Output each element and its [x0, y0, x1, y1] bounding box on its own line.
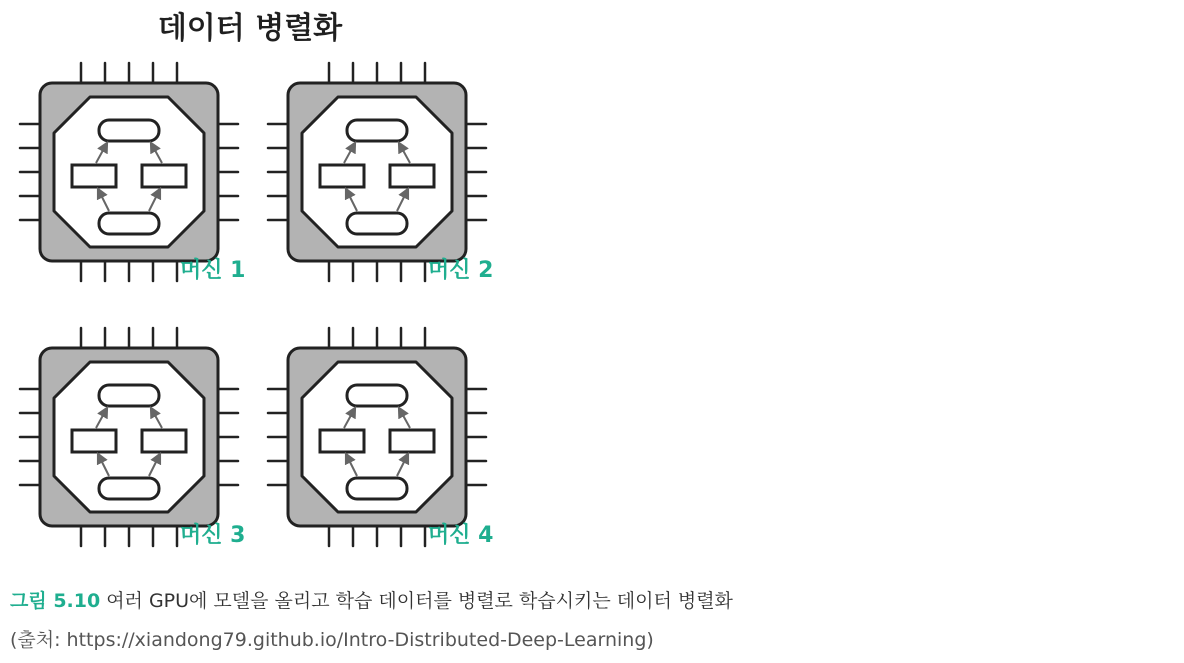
model-node: [72, 430, 116, 452]
figure-source: (출처: https://xiandong79.github.io/Intro-Distributed-Deep-Learning): [10, 629, 654, 651]
machine-label: 머신 4: [428, 523, 494, 548]
model-node: [99, 120, 159, 141]
machine-label: 머신 1: [180, 258, 246, 283]
gpu-chip: [20, 63, 245, 283]
model-node: [99, 213, 159, 234]
model-node: [320, 165, 364, 187]
model-node: [320, 430, 364, 452]
model-node: [347, 213, 407, 234]
model-node: [347, 385, 407, 406]
gpu-chip: [20, 328, 245, 548]
model-node: [99, 478, 159, 499]
gpu-chip: [268, 63, 493, 283]
model-node: [347, 478, 407, 499]
model-node: [142, 165, 186, 187]
diagram-title: 데이터 병렬화: [157, 11, 343, 46]
caption-text: 여러 GPU에 모델을 올리고 학습 데이터를 병렬로 학습시키는 데이터 병렬화: [106, 590, 733, 612]
model-node: [72, 165, 116, 187]
model-node: [390, 165, 434, 187]
gpu-chip-grid: [20, 63, 493, 548]
model-node: [347, 120, 407, 141]
machine-label: 머신 3: [180, 523, 246, 548]
figure-caption: [10, 586, 733, 613]
machine-label: 머신 2: [428, 258, 494, 283]
model-node: [142, 430, 186, 452]
gpu-chip: [268, 328, 493, 548]
model-node: [390, 430, 434, 452]
model-node: [99, 385, 159, 406]
figure-number: 그림 5.10: [10, 590, 101, 612]
